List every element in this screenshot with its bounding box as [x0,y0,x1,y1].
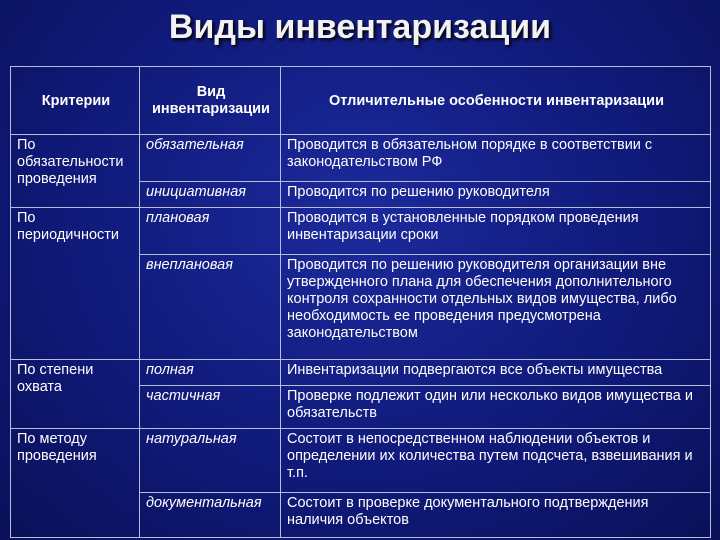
table-row [11,134,711,181]
inventory-types-table [10,66,711,538]
type-cell: плановая [140,208,281,255]
criterion-cell: По методу проведения [11,429,140,538]
criterion-cell: По обязательности проведения [11,134,140,208]
table-row [11,208,711,255]
header-criterion: Критерии [11,67,140,135]
type-cell: инициативная [140,181,281,208]
header-features: Отличительные особенности инвентаризации [281,67,711,135]
features-cell: Проводится в установленные порядком проведения инвентаризации сроки [281,208,711,255]
table-row [11,359,711,386]
table-header-row [11,67,711,135]
type-cell: полная [140,359,281,386]
criterion-cell: По степени охвата [11,359,140,429]
type-cell: обязательная [140,134,281,181]
features-cell: Состоит в проверке документального подтверждения наличия объектов [281,492,711,537]
type-cell: документальная [140,492,281,537]
criterion-cell: По периодичности [11,208,140,360]
slide-title: Виды инвентаризации [168,8,552,46]
features-cell: Состоит в непосредственном наблюдении объектов и определении их количества путем подсчета, взвешивания и т.п. [281,429,711,492]
features-cell: Проводится по решению руководителя организации вне утвержденного плана для обеспечения дополнительного контроля сохранности отдельных видов имущества, либо необходимость ее проведения предусмотрена законодательством [281,255,711,359]
header-type: Вид инвентаризации [140,67,281,135]
table-row [11,429,711,492]
features-cell: Инвентаризации подвергаются все объекты имущества [281,359,711,386]
features-cell: Проводится по решению руководителя [281,181,711,208]
features-cell: Проверке подлежит один или несколько видов имущества и обязательств [281,386,711,429]
type-cell: натуральная [140,429,281,492]
type-cell: внеплановая [140,255,281,359]
type-cell: частичная [140,386,281,429]
features-cell: Проводится в обязательном порядке в соответствии с законодательством РФ [281,134,711,181]
